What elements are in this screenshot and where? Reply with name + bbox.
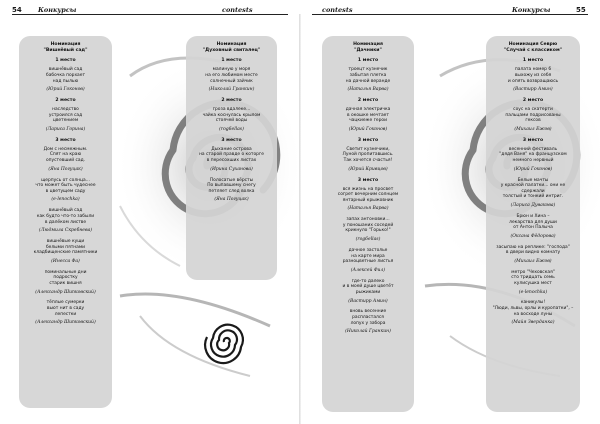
header-rule (12, 14, 288, 15)
entry: каникулы! "Люди, львы, орлы и куропатки", – на восходе луны (Майя Зверданка) (492, 300, 574, 326)
entry: вишнёвый сад как будто что-то забыли в далёком листве (Людмила Скребнева) (36, 208, 95, 234)
entry: 2 место наследство устроился сад цветением (Лариса Горина) (45, 98, 86, 132)
right-page-header (300, 0, 600, 16)
entry: засыпаю на реплике: "господа" в двери видно комнату (Михаил Ежов) (496, 244, 570, 264)
entry: вишнёвые кущи белыми пятнами кладбищенские памятники (Инесса Фа) (33, 238, 98, 264)
nomination-card-spiritual (186, 36, 277, 280)
section-title-en: contests (322, 6, 353, 14)
entry: 3 место Дом с несмежным. Спят на краю опустевший сад. (Яна Погуцак) (43, 137, 88, 172)
left-page-header (0, 0, 300, 16)
entry: 3 место Светит кузнечики, Луной пропитавшись. Так хочется счастья! (Юрий Кривцов) (342, 137, 394, 172)
entry: 3 место весенний фестиваль "дядя Ваня" на французском немного нервный (Юрий Гоконов) (499, 137, 567, 172)
entry: 1 место троецт кузнечик забытая плетка на дачной веранде (Наталья Варва) (345, 58, 391, 93)
entry: метро "Чеховская" сто тридцать семь кулисушка мест (e-lenochka) (511, 269, 555, 295)
page-number: 55 (576, 6, 586, 14)
entry: где-то далеко и в моей душе цветёт рыжиками (Вастирр Амин) (342, 278, 394, 304)
entry: дачное застолье на карте мира разноцветные листья (Алексей Фил) (342, 247, 394, 273)
entry: Белые мачты у красной палатки... они не сдержали толстый и тонкий интриг. (Лариса Дувакова) (500, 177, 566, 209)
section-title: Конкурсы (512, 6, 551, 14)
entry: 1 место вишнёвый сад бабочка порхает над пылью (Юрий Гоконов) (45, 58, 86, 93)
entry: вновь весенние распластался лопух у забора (Николай Гранкин) (345, 309, 391, 335)
nomination-card-classic (486, 36, 580, 412)
nomination-card-cherry-orchard (19, 36, 112, 408)
section-title: Конкурсы (38, 6, 77, 14)
entry: 1 место малиную у моря на его любимом месте солнечный зайчик (Николай Гранкин) (205, 58, 258, 93)
small-spiral-icon (205, 325, 243, 363)
nomination-title: Номинация "Вишнёвый сад" (43, 42, 88, 53)
entry: 1 место палата номер 6 выхожу из себя и опять возвращаюсь (Вастирр Амин) (507, 58, 559, 93)
nomination-card-dacha (322, 36, 414, 412)
nomination-title: Номинация Севрю "Случай с классиком" (503, 42, 563, 53)
entry: поминальные дни подростку старик вишня (Александр Шипковский) (35, 269, 96, 295)
nomination-title: Номинация "Духовный свиталец" (202, 42, 261, 53)
entry: Брюн и Хина – лекарства для души от Антон Палыча (Оксана Фёдорова) (509, 213, 557, 239)
entry: 2 место соус на скатерти пальцами подрисованы гексов (Михаил Ежов) (505, 98, 561, 132)
entry: тёплые сумерки вьют нит в саду лепестки (Александр Шипковский) (35, 300, 96, 326)
header-rule (312, 14, 588, 15)
section-title-en: contests (222, 6, 253, 14)
entry: щерпусь от солнца... что может быть чудеснее в цветущем саду (e-lenochka) (35, 177, 96, 203)
entry: 2 место гроза вдалеке... чайка коснулась крылом стоячей воды (rog6ellas) (202, 98, 261, 132)
entry: 3 место вся жизнь на просвет согрет вечерним солнцем янтарный крыжовник (Наталья Варва) (337, 177, 399, 212)
entry: 2 место дачная электричка в окошке мечтает чацкиеже герои (Юрий Гоконов) (345, 98, 391, 132)
page-number: 54 (12, 6, 22, 14)
entry: 3 место Дыхание острова на старой правде о которге в пересохших листах (Ирина Суханова) (199, 137, 264, 172)
entry: Полосатые вёрсты По выпавшему снегу петляет след волка (Яна Погуцак) (207, 177, 256, 203)
entry: запах антоновки... у поношаних соседей крикнуло "Горько!" (rog6ellas) (342, 217, 394, 243)
nomination-title: Номинация "Дачники" (353, 42, 383, 53)
right-page (300, 0, 600, 424)
